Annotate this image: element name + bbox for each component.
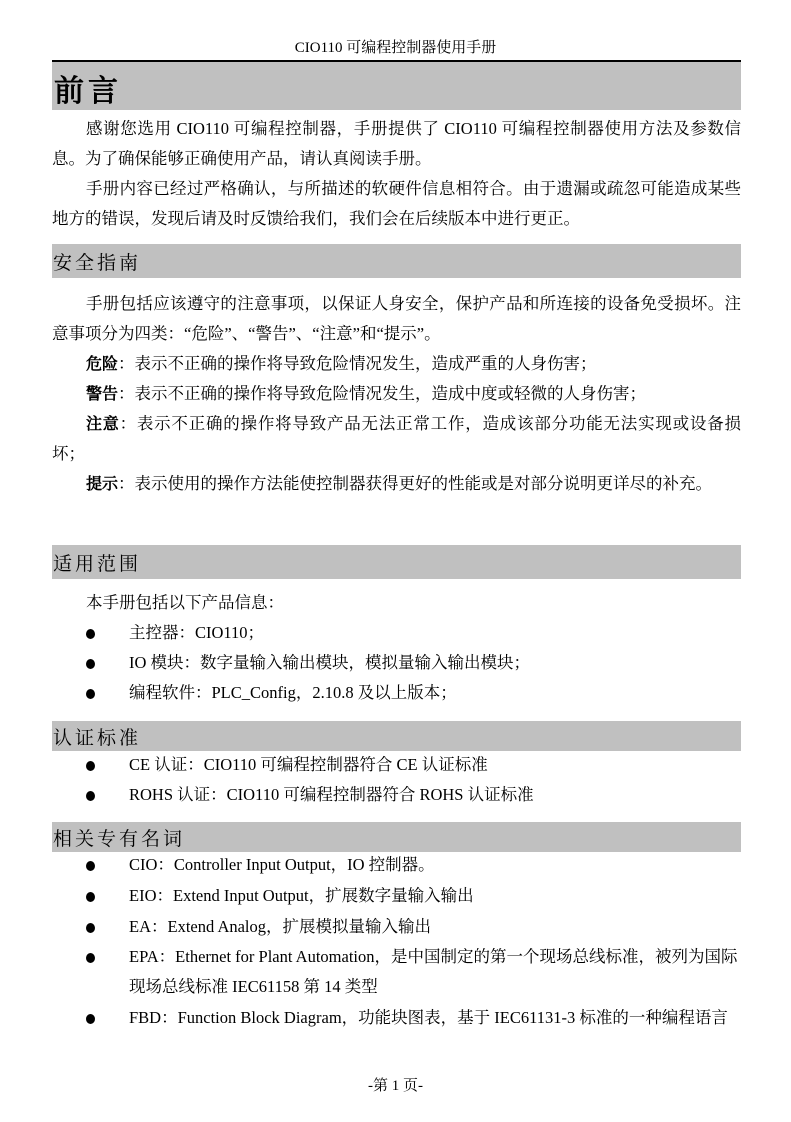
preface-paragraph-2: 手册内容已经过严格确认，与所描述的软硬件信息相符合。由于遗漏或疏忽可能造成某些地方的错误，发现后请及时反馈给我们，我们会在后续版本中进行更正。 <box>52 179 741 228</box>
safety-intro: 手册包括应该遵守的注意事项，以保证人身安全，保护产品和所连接的设备免受损坏。注意事项分为四类：“危险”、“警告”、“注意”和“提示”。 <box>52 294 741 343</box>
bullet-icon <box>86 659 95 669</box>
running-header: CIO110 可编程控制器使用手册 <box>294 40 497 56</box>
glossary-title: 相关专有名词 <box>53 828 186 850</box>
safety-heading <box>52 244 741 278</box>
bullet-icon <box>86 953 95 963</box>
safety-item-danger: 危险：表示不正确的操作将导致危险情况发生，造成严重的人身伤害； <box>86 354 597 373</box>
preface-title: 前言 <box>54 74 122 109</box>
safety-item-warning: 警告：表示不正确的操作将导致危险情况发生，造成中度或轻微的人身伤害； <box>86 384 647 403</box>
bullet-icon <box>86 689 95 699</box>
bullet-icon <box>86 892 95 902</box>
bullet-icon <box>86 629 95 639</box>
preface-paragraph-1: 感谢您选用 CIO110 可编程控制器，手册提供了 CIO110 可编程控制器使用方法及参数信息。为了确保能够正确使用产品，请认真阅读手册。 <box>52 119 741 168</box>
safety-item-tip: 提示：表示使用的操作方法能使控制器获得更好的性能或是对部分说明更详尽的补充。 <box>86 474 713 493</box>
glossary-heading <box>52 822 741 852</box>
safety-term: 提示 <box>86 474 119 493</box>
bullet-icon <box>86 761 95 771</box>
safety-term: 警告 <box>86 384 119 403</box>
safety-term: 危险 <box>86 354 119 373</box>
safety-term: 注意 <box>86 414 120 433</box>
certification-title: 认证标准 <box>53 727 142 749</box>
scope-heading <box>52 545 741 579</box>
bullet-icon <box>86 923 95 933</box>
preface-heading <box>52 62 741 110</box>
bullet-icon <box>86 791 95 801</box>
certification-heading <box>52 721 741 751</box>
page-number: -第 1 页- <box>368 1078 423 1094</box>
safety-item-caution: 注意：表示不正确的操作将导致产品无法正常工作，造成该部分功能无法实现或设备损坏； <box>52 414 741 463</box>
scope-intro: 本手册包括以下产品信息： <box>86 593 284 612</box>
safety-title: 安全指南 <box>53 252 142 274</box>
bullet-icon <box>86 1014 95 1024</box>
bullet-icon <box>86 861 95 871</box>
scope-title: 适用范围 <box>53 553 142 575</box>
